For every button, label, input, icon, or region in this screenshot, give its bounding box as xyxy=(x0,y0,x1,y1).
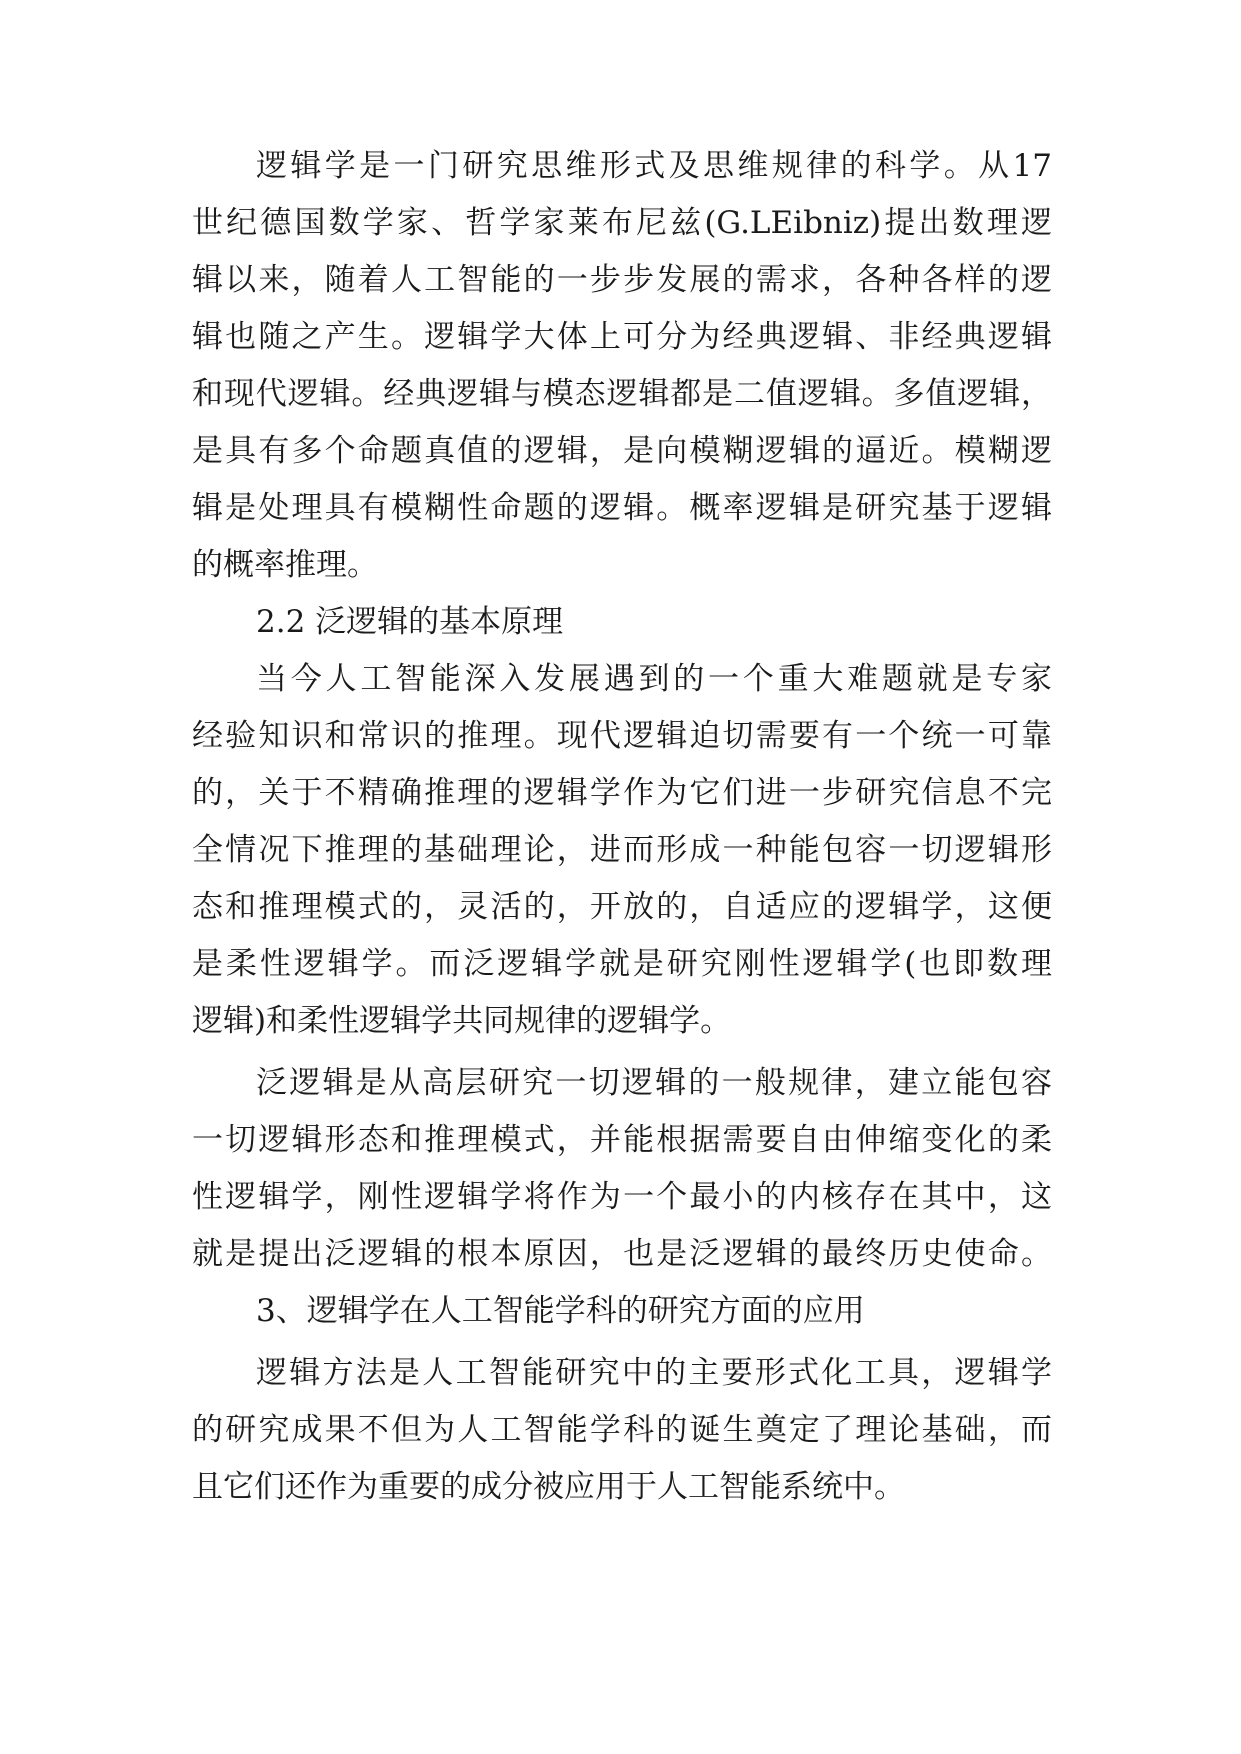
paragraph-4-line-1: 逻辑方法是人工智能研究中的主要形式化工具，逻辑学 xyxy=(256,1355,1052,1391)
paragraph-1-line-8: 的概率推理。 xyxy=(192,547,378,583)
paragraph-2-line-1: 当今人工智能深入发展遇到的一个重大难题就是专家 xyxy=(256,661,1052,697)
paragraph-3-line-1: 泛逻辑是从高层研究一切逻辑的一般规律，建立能包容 xyxy=(256,1065,1052,1101)
paragraph-1-line-1: 逻辑学是一门研究思维形式及思维规律的科学。从17 xyxy=(256,148,1052,184)
paragraph-2-line-5: 态和推理模式的，灵活的，开放的，自适应的逻辑学，这便 xyxy=(192,889,1052,925)
paragraph-2-line-3: 的，关于不精确推理的逻辑学作为它们进一步研究信息不完 xyxy=(192,775,1052,811)
paragraph-4-line-3: 且它们还作为重要的成分被应用于人工智能系统中。 xyxy=(192,1469,905,1505)
paragraph-1-line-7: 辑是处理具有模糊性命题的逻辑。概率逻辑是研究基于逻辑 xyxy=(192,490,1052,526)
paragraph-1-line-3: 辑以来，随着人工智能的一步步发展的需求，各种各样的逻 xyxy=(192,262,1052,298)
paragraph-3-line-2: 一切逻辑形态和推理模式，并能根据需要自由伸缩变化的柔 xyxy=(192,1122,1052,1158)
paragraph-2-line-6: 是柔性逻辑学。而泛逻辑学就是研究刚性逻辑学(也即数理 xyxy=(192,946,1052,982)
paragraph-1-line-2: 世纪德国数学家、哲学家莱布尼兹(G.LEibniz)提出数理逻 xyxy=(192,205,1052,241)
paragraph-4-line-2: 的研究成果不但为人工智能学科的诞生奠定了理论基础，而 xyxy=(192,1412,1052,1448)
paragraph-1-line-5: 和现代逻辑。经典逻辑与模态逻辑都是二值逻辑。多值逻辑， xyxy=(192,376,1052,412)
section-heading-3: 3、逻辑学在人工智能学科的研究方面的应用 xyxy=(256,1293,865,1329)
section-heading-2-2: 2.2 泛逻辑的基本原理 xyxy=(256,604,564,640)
paragraph-1-line-4: 辑也随之产生。逻辑学大体上可分为经典逻辑、非经典逻辑 xyxy=(192,319,1052,355)
paragraph-1-line-6: 是具有多个命题真值的逻辑，是向模糊逻辑的逼近。模糊逻 xyxy=(192,433,1052,469)
paragraph-2-line-4: 全情况下推理的基础理论，进而形成一种能包容一切逻辑形 xyxy=(192,832,1052,868)
paragraph-2-line-2: 经验知识和常识的推理。现代逻辑迫切需要有一个统一可靠 xyxy=(192,718,1052,754)
paragraph-2-line-7: 逻辑)和柔性逻辑学共同规律的逻辑学。 xyxy=(192,1003,732,1039)
paragraph-3-line-4: 就是提出泛逻辑的根本原因，也是泛逻辑的最终历史使命。 xyxy=(192,1236,1052,1272)
paragraph-3-line-3: 性逻辑学，刚性逻辑学将作为一个最小的内核存在其中，这 xyxy=(192,1179,1052,1215)
